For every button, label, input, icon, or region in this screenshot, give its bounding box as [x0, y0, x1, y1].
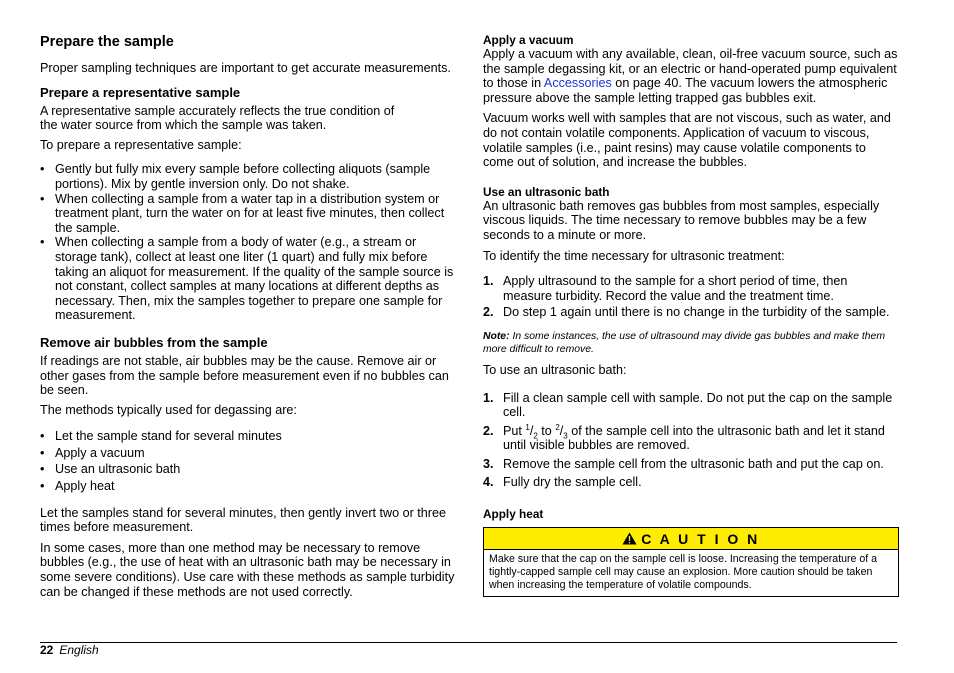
list-item: • When collecting a sample from a water tap in a distribution system or treatment plant, turn the water on for at least five minutes, then collect the sample.: [40, 191, 445, 235]
list-item: • Apply a vacuum: [40, 445, 145, 460]
vacuum-viscous-paragraph: Vacuum works well with samples that are not viscous, such as water, and do not contain volatile components. Application of vacuum to viscous, volatile samples (i.e., paint resins) may cause volatile components to come out of solution, and increase the bubbles.: [483, 111, 891, 170]
representative-paragraph: A representative sample accurately reflects the true condition of the water source from which the sample was taken.: [40, 103, 395, 133]
degassing-methods-intro: The methods typically used for degassing are:: [40, 402, 297, 417]
list-item: • When collecting a sample from a body of water (e.g., a stream or storage tank), collect at least one liter (1 quart) and fully mix before taking an aliquot for measurement. If the quality of the sample source is not constant, collect samples at many locations at different depths as necessary. Then, mix the samples together to prepare one sample for measurement.: [40, 235, 454, 323]
vacuum-paragraph: Apply a vacuum with any available, clean, oil-free vacuum source, such as the sample degassing kit, or an electric or hand-operated pump equivalent to those in Accessories on page 40. The vacuum lowers the atmospheric pressure above the sample letting trapped gas bubbles exit.: [483, 47, 898, 105]
intro-paragraph: Proper sampling techniques are important to get accurate measurements.: [40, 61, 451, 75]
list-item: • Let the sample stand for several minutes: [40, 429, 282, 444]
warning-triangle-icon: [622, 532, 637, 545]
list-item: • Use an ultrasonic bath: [40, 462, 181, 477]
degassing-methods-list: [40, 429, 458, 493]
caution-text: Make sure that the cap on the sample cell is loose. Increasing the temperature of a tightly-capped sample cell may cause an explosion. More caution should be taken when increasing the temperature of volatile compounds.: [489, 553, 878, 592]
list-item: • Gently but fully mix every sample before collecting aliquots (sample portions). Mix by gentle inversion only. Do not shake.: [40, 162, 431, 191]
heading-representative-sample: Prepare a representative sample: [40, 84, 241, 100]
ultrasonic-use-intro: To use an ultrasonic bath:: [483, 362, 627, 377]
list-item: 2. Do step 1 again until there is no change in the turbidity of the sample.: [483, 305, 890, 320]
caution-title: C A U T I O N: [641, 530, 760, 547]
heading-apply-vacuum: Apply a vacuum: [483, 33, 574, 47]
page-number: 22: [40, 643, 54, 657]
heading-remove-air-bubbles: Remove air bubbles from the sample: [40, 334, 268, 350]
bubbles-paragraph: If readings are not stable, air bubbles may be the cause. Remove air or other gases from the sample before measurement even if no bubbles can be seen.: [40, 353, 449, 398]
list-item: 2. Put $^1/_2$ to $^2/_3$ of the sample cell into the ultrasonic bath and let it stand until visible bubbles are removed.: [483, 422, 885, 453]
ultrasonic-time-steps: [483, 274, 899, 320]
list-item: • Apply heat: [40, 479, 115, 494]
representative-instruction: To prepare a representative sample:: [40, 137, 242, 152]
right-column: [483, 30, 899, 597]
left-column: [40, 30, 458, 599]
list-item: 4. Fully dry the sample cell.: [483, 475, 642, 490]
list-item: 3. Remove the sample cell from the ultrasonic bath and put the cap on.: [483, 456, 884, 471]
heading-apply-heat: Apply heat: [483, 507, 544, 522]
stand-paragraph: Let the samples stand for several minutes, then gently invert two or three times before measurement.: [40, 505, 447, 535]
caution-box: [483, 527, 899, 597]
representative-bullet-list: [40, 162, 458, 323]
section-title: Prepare the sample: [40, 34, 174, 50]
caution-header: [484, 528, 898, 550]
footer-language: English: [59, 643, 99, 657]
accessories-link[interactable]: Accessories: [543, 76, 612, 91]
caution-methods-paragraph: In some cases, more than one method may be necessary to remove bubbles (e.g., the use of heat with an ultrasonic bath may be necessary in some severe conditions). Use care with these methods as sample turbidity can be changed if these methods are not used correctly.: [40, 540, 455, 599]
ultrasonic-use-steps: [483, 391, 899, 491]
list-item: 1. Apply ultrasound to the sample for a short period of time, then measure turbidity. Record the value and the treatment time.: [483, 274, 848, 303]
page-footer: [40, 642, 99, 658]
ultrasound-note: Note: In some instances, the use of ultrasound may divide gas bubbles and make them more difficult to remove.: [483, 330, 885, 355]
heading-ultrasonic-bath: Use an ultrasonic bath: [483, 184, 610, 199]
ultrasonic-paragraph: An ultrasonic bath removes gas bubbles from most samples, especially viscous liquids. The time necessary to remove bubbles may be a few seconds to a minute or more.: [483, 198, 880, 242]
ultrasonic-time-intro: To identify the time necessary for ultrasonic treatment:: [483, 248, 785, 263]
footer-divider: [40, 642, 897, 643]
list-item: 1. Fill a clean sample cell with sample. Do not put the cap on the sample cell.: [483, 390, 893, 420]
